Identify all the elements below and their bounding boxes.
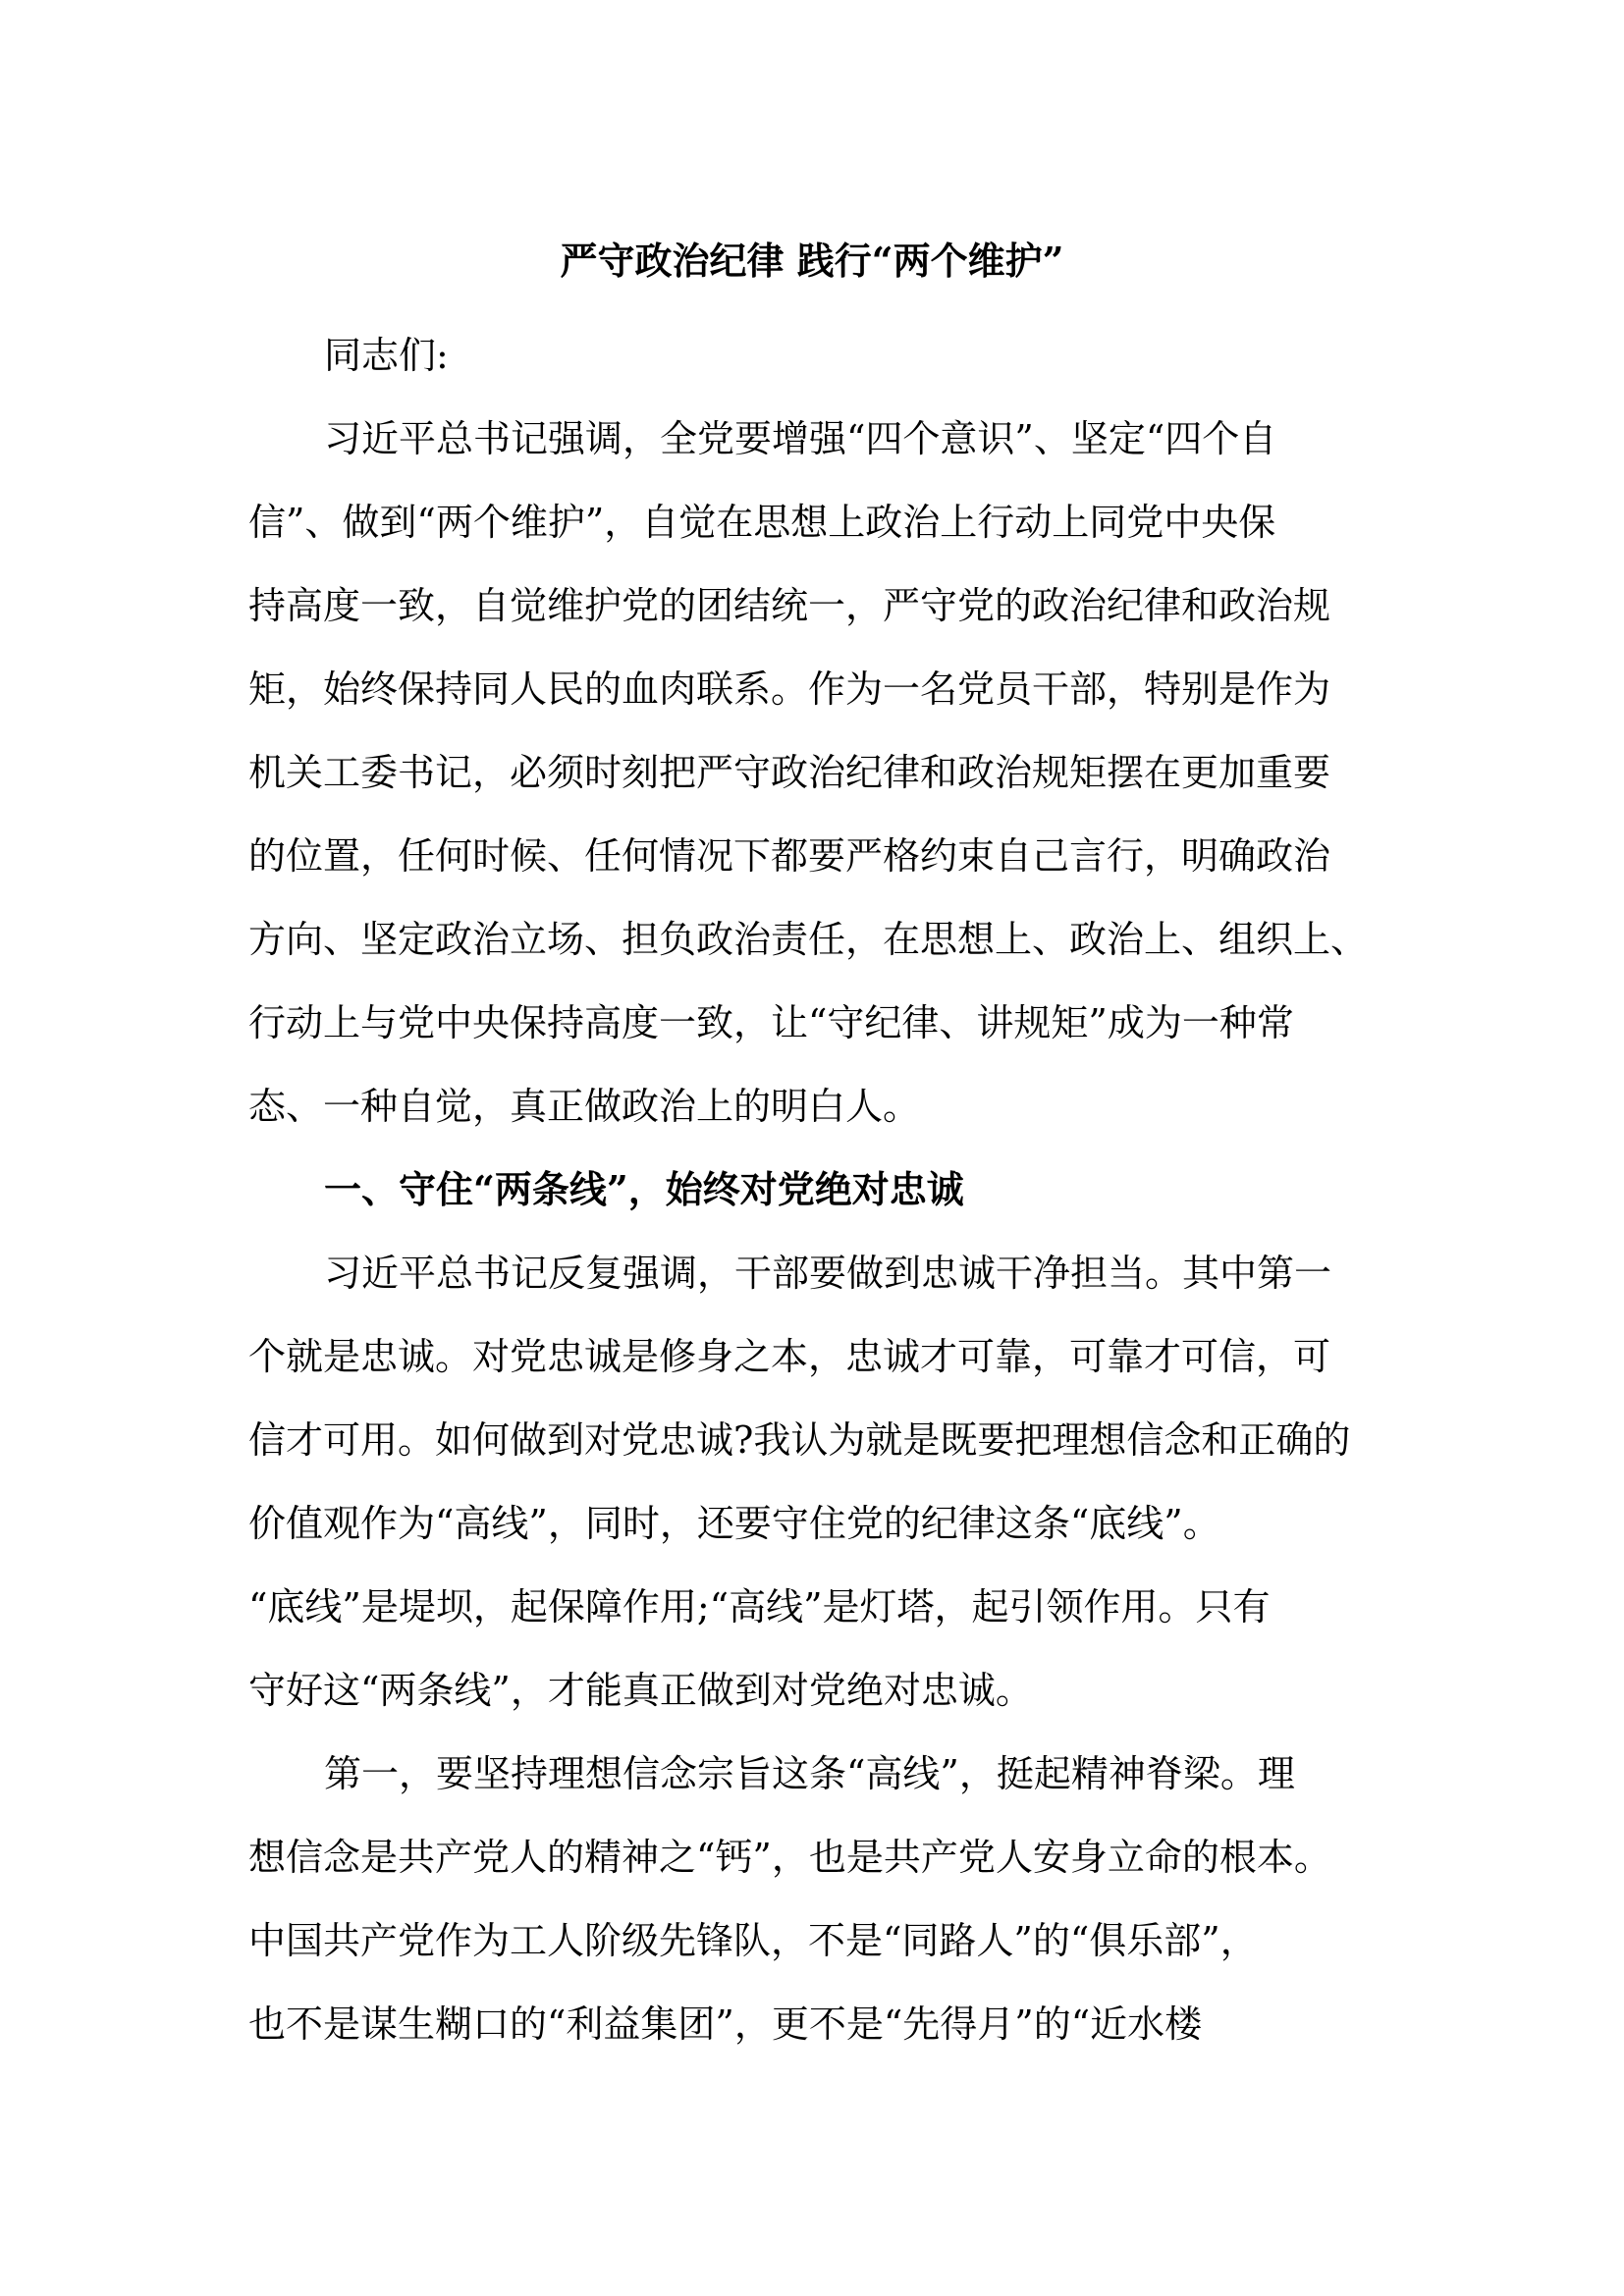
paragraph-line: 态、一种自觉，真正做政治上的明白人。 bbox=[248, 1085, 921, 1128]
paragraph-line: 习近平总书记强调，全党要增强“四个意识”、坚定“四个自 bbox=[324, 417, 1277, 460]
paragraph-line: 矩，始终保持同人民的血肉联系。作为一名党员干部，特别是作为 bbox=[248, 667, 1331, 711]
paragraph-line: 中国共产党作为工人阶级先锋队，不是“同路人”的“俱乐部”， bbox=[248, 1919, 1258, 1962]
document-title: 严守政治纪律 践行“两个维护” bbox=[560, 239, 1064, 283]
paragraph-line: 个就是忠诚。对党忠诚是修身之本，忠诚才可靠，可靠才可信，可 bbox=[248, 1335, 1331, 1378]
paragraph-line: 也不是谋生糊口的“利益集团”，更不是“先得月”的“近水楼 bbox=[248, 2002, 1203, 2046]
paragraph-line: 习近平总书记反复强调，干部要做到忠诚干净担当。其中第一 bbox=[324, 1252, 1332, 1295]
paragraph-line: 价值观作为“高线”，同时，还要守住党的纪律这条“底线”。 bbox=[248, 1502, 1220, 1545]
paragraph-line: “底线”是堤坝，起保障作用;“高线”是灯塔，起引领作用。只有 bbox=[248, 1585, 1271, 1629]
paragraph-line: 信”、做到“两个维护”，自觉在思想上政治上行动上同党中央保 bbox=[248, 501, 1276, 544]
salutation: 同志们: bbox=[324, 334, 449, 377]
paragraph-line: 信才可用。如何做到对党忠诚?我认为就是既要把理想信念和正确的 bbox=[248, 1418, 1351, 1462]
paragraph-line: 方向、坚定政治立场、担负政治责任，在思想上、政治上、组织上、 bbox=[248, 918, 1369, 961]
paragraph-line: 机关工委书记，必须时刻把严守政治纪律和政治规矩摆在更加重要 bbox=[248, 751, 1331, 794]
paragraph-line: 的位置，任何时候、任何情况下都要严格约束自己言行，明确政治 bbox=[248, 834, 1331, 878]
paragraph-line: 持高度一致，自觉维护党的团结统一，严守党的政治纪律和政治规 bbox=[248, 584, 1331, 627]
paragraph-line: 想信念是共产党人的精神之“钙”，也是共产党人安身立命的根本。 bbox=[248, 1836, 1331, 1879]
paragraph-line: 守好这“两条线”，才能真正做到对党绝对忠诚。 bbox=[248, 1669, 1033, 1712]
paragraph-line: 第一，要坚持理想信念宗旨这条“高线”，挺起精神脊梁。理 bbox=[324, 1752, 1295, 1795]
paragraph-line: 行动上与党中央保持高度一致，让“守纪律、讲规矩”成为一种常 bbox=[248, 1001, 1294, 1044]
section-heading: 一、守住“两条线”，始终对党绝对忠诚 bbox=[324, 1167, 964, 1211]
